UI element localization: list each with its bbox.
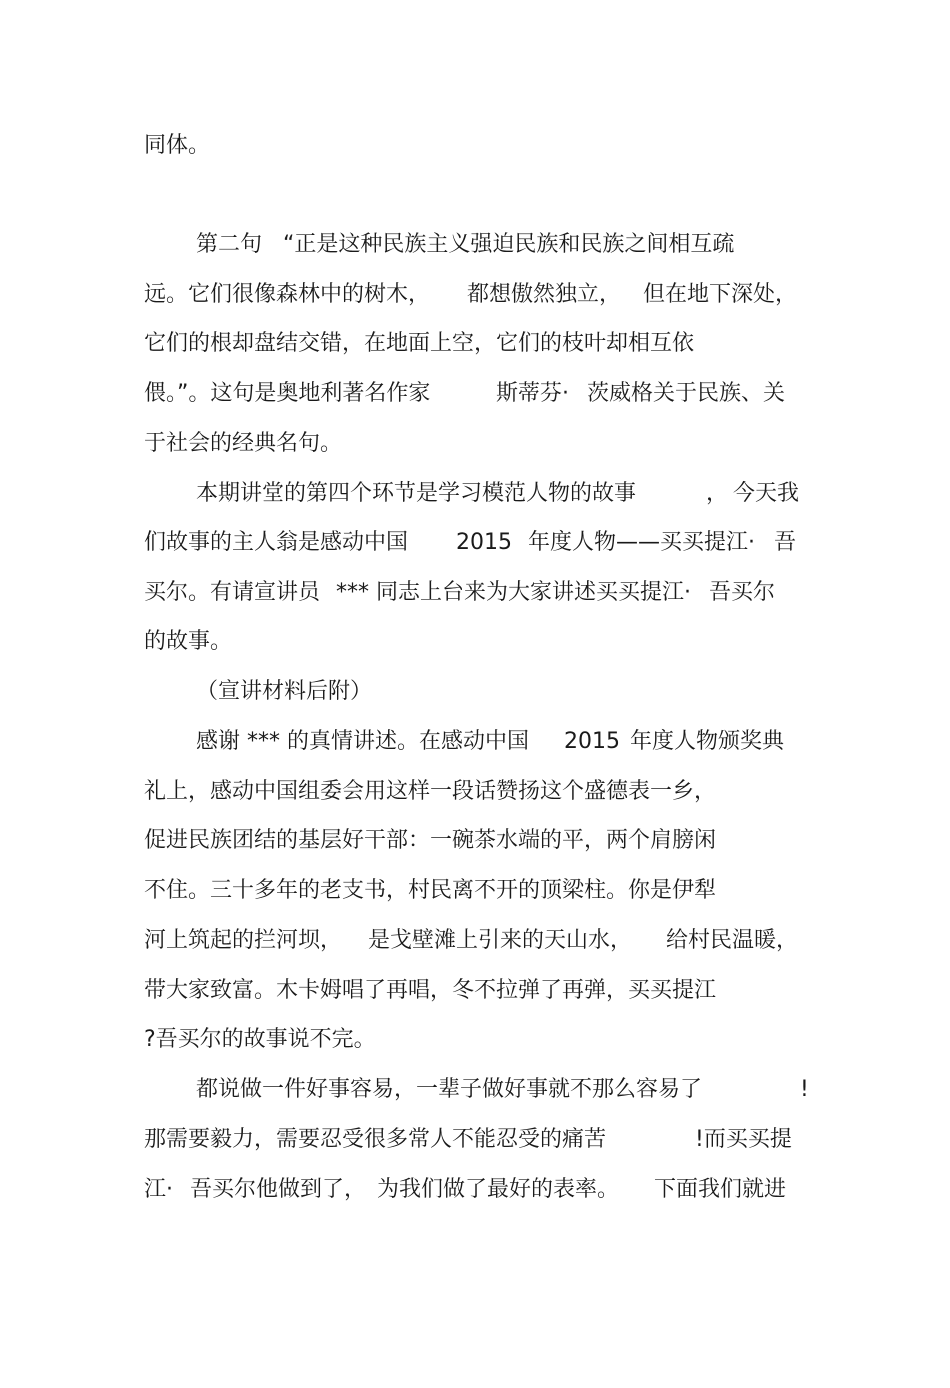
text-segment: 河上筑起的拦河坝，: [144, 928, 343, 953]
text-line: [0, 525, 797, 561]
text-segment: （宣讲材料后附）: [196, 679, 373, 704]
text-line: [0, 624, 233, 660]
text-line: [0, 1072, 809, 1108]
text-line: [0, 128, 211, 164]
text-line: [0, 1172, 787, 1208]
text-line: [0, 923, 799, 959]
text-line: [0, 476, 800, 512]
text-segment: 远。它们很像森林中的树木，: [144, 282, 431, 307]
text-segment: 不住。三十多年的老支书，村民离不开的顶梁柱。你是伊犁: [144, 878, 717, 903]
text-segment: 吾买尔: [709, 580, 776, 605]
text-line: [0, 575, 776, 611]
text-segment: 本期讲堂的第四个环节是学习模范人物的故事: [196, 481, 637, 506]
text-segment: 于社会的经典名句。: [144, 431, 343, 456]
text-segment: 都说做一件好事容易，一辈子做好事就不那么容易了: [196, 1077, 703, 1102]
text-line: [0, 426, 343, 462]
text-segment: ，: [706, 481, 729, 506]
text-segment: 年度人物颁奖典: [630, 729, 785, 754]
text-segment: 为我们做了最好的表率。: [377, 1177, 620, 1202]
text-line: [0, 674, 373, 710]
text-segment: 茨威格关于民族、关: [587, 381, 786, 406]
text-line: [0, 277, 798, 313]
text-segment: 偎。”。这句是奥地利著名作家: [144, 381, 431, 406]
text-segment: 感谢 *** 的真情讲述。在感动中国: [196, 729, 529, 754]
text-segment: 2015: [456, 530, 512, 555]
text-segment: 第二句: [196, 232, 263, 257]
text-segment: 是戈壁滩上引来的天山水，: [368, 928, 633, 953]
text-line: [0, 973, 717, 1009]
text-line: [0, 326, 695, 362]
text-segment: 们故事的主人翁是感动中国: [144, 530, 409, 555]
text-segment: 买尔。有请宣讲员: [144, 580, 321, 605]
text-segment: 给村民温暖，: [666, 928, 799, 953]
text-line: [0, 1022, 376, 1058]
text-line: [0, 724, 785, 760]
text-segment: 它们的根却盘结交错，在地面上空，它们的枝叶却相互依: [144, 331, 695, 356]
text-line: [0, 823, 717, 859]
text-segment: “正是这种民族主义强迫民族和民族之间相互疏: [283, 232, 735, 257]
text-segment: 的故事。: [144, 629, 233, 654]
text-segment: 江·: [144, 1177, 173, 1202]
text-line: [0, 227, 735, 263]
text-segment: 吾买尔他做到了，: [190, 1177, 367, 1202]
text-segment: 年度人物——买买提江·: [528, 530, 755, 555]
text-segment: 但在地下深处，: [643, 282, 798, 307]
text-segment: 斯蒂芬·: [496, 381, 569, 406]
text-segment: 下面我们就进: [654, 1177, 787, 1202]
text-segment: 今天我: [733, 481, 800, 506]
text-segment: *** 同志上台来为大家讲述买买提江·: [336, 580, 691, 605]
text-segment: 那需要毅力，需要忍受很多常人不能忍受的痛苦: [144, 1127, 607, 1152]
text-line: [0, 376, 786, 412]
text-segment: 都想傲然独立，: [467, 282, 622, 307]
text-segment: !: [800, 1077, 809, 1102]
text-segment: 2015: [564, 729, 620, 754]
text-line: [0, 774, 717, 810]
text-segment: ?吾买尔的故事说不完。: [144, 1027, 376, 1052]
text-segment: 同体。: [144, 133, 211, 158]
text-segment: 带大家致富。木卡姆唱了再唱，冬不拉弹了再弹，买买提江: [144, 978, 717, 1003]
text-segment: 礼上，感动中国组委会用这样一段话赞扬这个盛德表一乡，: [144, 779, 717, 804]
text-segment: 吾: [774, 530, 797, 555]
text-line: [0, 873, 717, 909]
text-segment: 促进民族团结的基层好干部：一碗茶水端的平，两个肩膀闲: [144, 828, 717, 853]
text-segment: !而买买提: [695, 1127, 792, 1152]
text-line: [0, 1122, 792, 1158]
